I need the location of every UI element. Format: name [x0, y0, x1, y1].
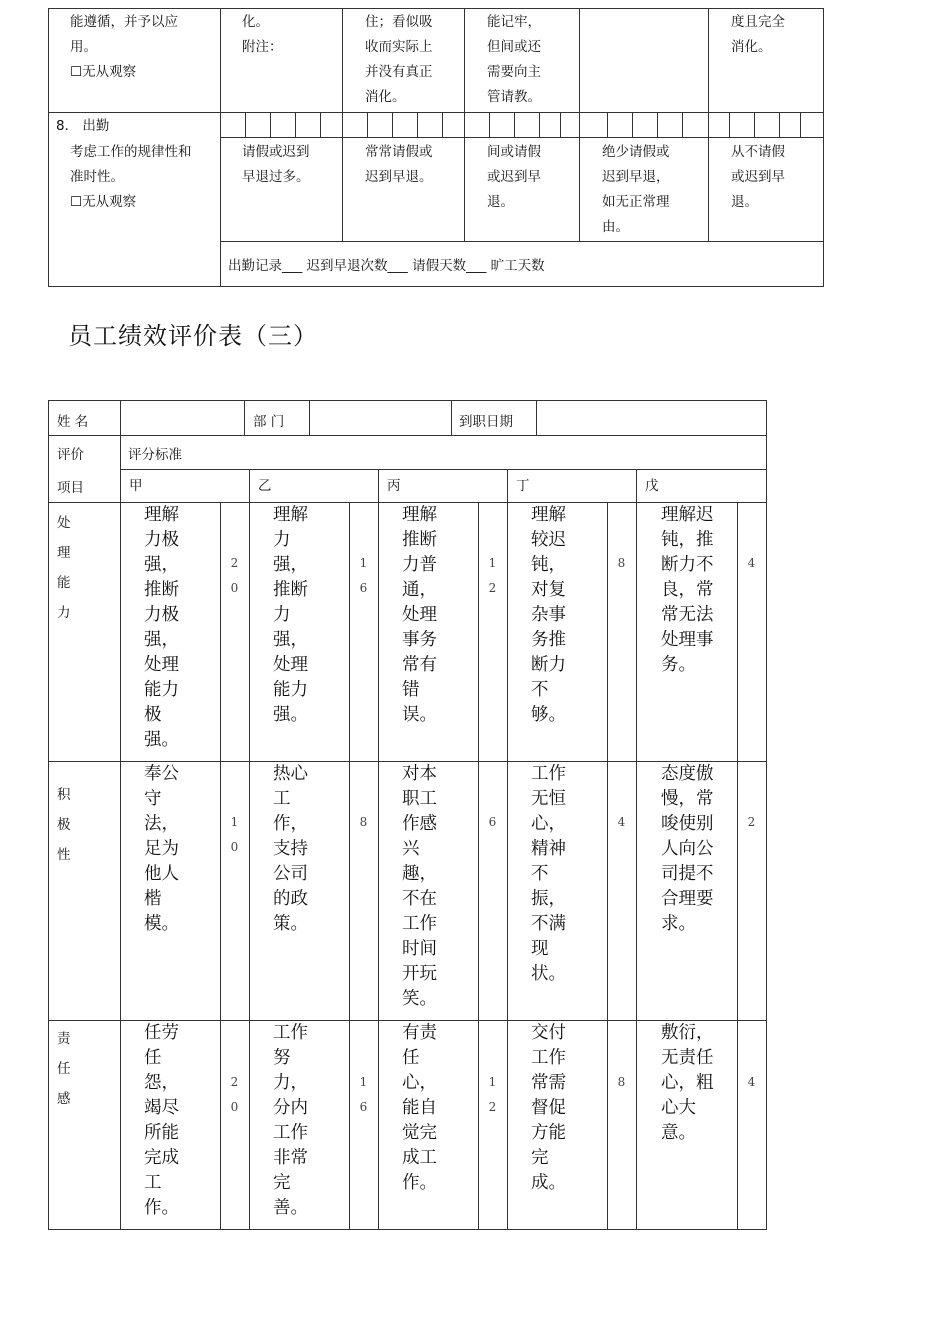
item7-cell-1: 化。 附注：	[242, 14, 283, 55]
item8-cell-2: 常常请假或 迟到早退。	[365, 144, 433, 185]
score-cell: 4	[747, 556, 756, 570]
score-cell: 1 6	[359, 1075, 368, 1114]
item8-description: 考虑工作的规律性和 准时性。 ☐无从观察	[70, 144, 192, 210]
criteria-cell: 工作 努 力， 分内 工作 非常 完 善。	[273, 1023, 308, 1218]
item8-cell-3: 间或请假 或迟到早 退。	[487, 144, 541, 210]
criteria-cell: 工作 无恒 心， 精神 不 振， 不满 现 状。	[531, 764, 566, 984]
criteria-cell: 理解 较迟 钝， 对复 杂事 务推 断力 不 够。	[531, 505, 566, 725]
score-cell: 2	[747, 815, 756, 829]
item7-cell-3: 能记牢， 但间或还 需要向主 管请教。	[487, 14, 541, 105]
score-cell: 8	[617, 556, 626, 570]
score-cell: 8	[359, 815, 368, 829]
name-label: 姓 名	[57, 414, 89, 430]
item8-cell-1: 请假或迟到 早退过多。	[242, 144, 310, 185]
criteria-cell: 对本 职工 作感 兴 趣， 不在 工作 时间 开玩 笑。	[402, 764, 437, 1009]
grade-wu: 戊	[645, 478, 659, 494]
score-cell: 1 2	[488, 556, 497, 595]
row-label-initiative: 积 极 性	[57, 787, 71, 863]
item8-title: 8． 出勤	[56, 118, 110, 134]
row-label-processing: 处 理 能 力	[57, 515, 71, 621]
score-cell: 1 6	[359, 556, 368, 595]
grade-bing: 丙	[387, 478, 401, 494]
score-cell: 4	[617, 815, 626, 829]
grade-jia: 甲	[129, 478, 143, 494]
dept-label: 部 门	[253, 414, 285, 430]
start-date-label: 到职日期	[459, 414, 513, 430]
criteria-label: 评分标准	[128, 447, 182, 463]
eval-label: 评价	[57, 447, 84, 463]
criteria-cell: 奉公 守 法， 足为 他人 楷 模。	[144, 764, 179, 934]
criteria-cell: 敷衍， 无责任 心，粗 心大 意。	[661, 1023, 714, 1143]
item7-description: 能遵循，并予以应 用。 ☐无从观察	[70, 14, 178, 80]
criteria-cell: 热心 工 作， 支持 公司 的政 策。	[273, 764, 308, 934]
item8-cell-4: 绝少请假或 迟到早退， 如无正常理 由。	[602, 144, 670, 235]
form-title: 员工绩效评价表（三）	[68, 322, 318, 350]
criteria-cell: 态度傲 慢，常 唆使别 人向公 司提不 合理要 求。	[661, 764, 714, 934]
criteria-cell: 理解 力极 强， 推断 力极 强， 处理 能力 极 强。	[144, 505, 179, 750]
score-cell: 2 0	[230, 556, 239, 595]
score-cell: 1 0	[230, 815, 239, 854]
score-cell: 4	[747, 1075, 756, 1089]
score-cell: 1 2	[488, 1075, 497, 1114]
attendance-record: 出勤记录___ 迟到早退次数___ 请假天数___ 旷工天数	[228, 258, 545, 274]
criteria-cell: 交付 工作 常需 督促 方能 完 成。	[531, 1023, 566, 1193]
criteria-cell: 任劳 任 怨， 竭尽 所能 完成 工 作。	[144, 1023, 179, 1218]
item7-cell-2: 住；看似吸 收而实际上 并没有真正 消化。	[365, 14, 433, 105]
criteria-cell: 有责 任 心， 能自 觉完 成工 作。	[402, 1023, 437, 1193]
criteria-cell: 理解 推断 力普 通， 处理 事务 常有 错 误。	[402, 505, 437, 725]
name-field[interactable]	[121, 401, 244, 435]
row-label-responsibility: 责 任 感	[57, 1031, 71, 1107]
criteria-cell: 理解迟 钝，推 断力不 良，常 常无法 处理事 务。	[661, 505, 714, 675]
grade-ding: 丁	[516, 478, 530, 494]
item-label: 项目	[57, 480, 84, 496]
dept-field[interactable]	[310, 401, 451, 435]
criteria-cell: 理解 力 强， 推断 力 强， 处理 能力 强。	[273, 505, 308, 725]
item8-cell-5: 从不请假 或迟到早 退。	[731, 144, 785, 210]
score-cell: 6	[488, 815, 497, 829]
grade-yi: 乙	[258, 478, 272, 494]
score-cell: 2 0	[230, 1075, 239, 1114]
item7-cell-5: 度且完全 消化。	[731, 14, 785, 55]
start-date-field[interactable]	[537, 401, 766, 435]
score-cell: 8	[617, 1075, 626, 1089]
